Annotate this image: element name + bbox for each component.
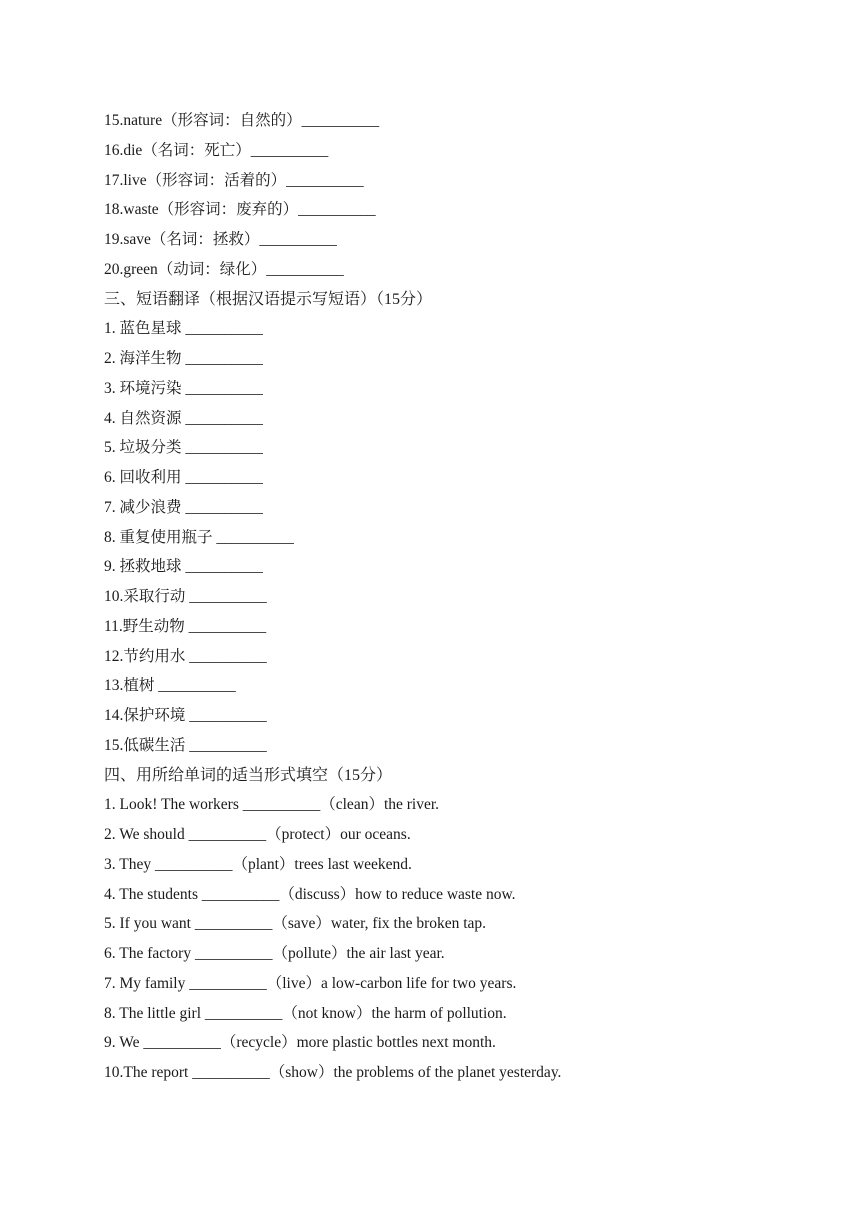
word-form-item: 15.nature（形容词：自然的）__________ (104, 112, 380, 129)
phrase-item: 9. 拯救地球 __________ (104, 558, 263, 576)
phrase-item: 6. 回收利用 __________ (104, 469, 263, 486)
word-form-item: 16.die（名词：死亡）__________ (104, 141, 329, 159)
phrase-item: 8. 重复使用瓶子 __________ (104, 528, 294, 546)
fill-blank-item: 1. Look! The workers __________（clean）the river. (104, 796, 440, 814)
document-content (104, 106, 804, 1088)
word-form-item: 18.waste（形容词：废弃的）__________ (104, 201, 376, 219)
fill-blank-item: 4. The students __________（discuss）how to reduce waste now. (104, 885, 516, 903)
fill-blank-item: 9. We __________（recycle）more plastic bottles next month. (104, 1034, 496, 1052)
fill-blank-item: 5. If you want __________（save）water, fix the broken tap. (104, 915, 487, 933)
phrase-item: 7. 减少浪费 __________ (104, 498, 263, 516)
section-heading-fill-blank: 四、用所给单词的适当形式填空（15分） (104, 766, 393, 784)
fill-blank-item: 6. The factory __________（pollute）the air last year. (104, 945, 445, 962)
phrase-item: 4. 自然资源 __________ (104, 409, 263, 427)
section-heading-phrase-translation: 三、短语翻译（根据汉语提示写短语）（15分） (104, 290, 433, 308)
phrase-item: 12.节约用水 __________ (104, 647, 267, 665)
fill-blank-item: 10.The report __________（show）the problems of the planet yesterday. (104, 1064, 562, 1081)
word-form-item: 17.live（形容词：活着的）__________ (104, 171, 364, 189)
phrase-item: 5. 垃圾分类 __________ (104, 439, 263, 457)
phrase-item: 11.野生动物 __________ (104, 617, 267, 635)
phrase-item: 15.低碳生活 __________ (104, 736, 267, 754)
phrase-item: 13.植树 __________ (104, 677, 236, 695)
word-form-item: 19.save（名词：拯救）__________ (104, 231, 337, 248)
phrase-item: 2. 海洋生物 __________ (104, 350, 263, 367)
phrase-item: 1. 蓝色星球 __________ (104, 320, 263, 338)
fill-blank-item: 3. They __________（plant）trees last weekend. (104, 855, 412, 873)
fill-blank-item: 8. The little girl __________（not know）the harm of pollution. (104, 1004, 507, 1022)
phrase-item: 3. 环境污染 __________ (104, 379, 263, 397)
fill-blank-item: 7. My family __________（live）a low-carbon life for two years. (104, 974, 517, 992)
phrase-item: 10.采取行动 __________ (104, 588, 267, 605)
phrase-item: 14.保护环境 __________ (104, 707, 267, 724)
fill-blank-item: 2. We should __________（protect）our oceans. (104, 826, 411, 843)
word-form-item: 20.green（动词：绿化）__________ (104, 260, 344, 278)
